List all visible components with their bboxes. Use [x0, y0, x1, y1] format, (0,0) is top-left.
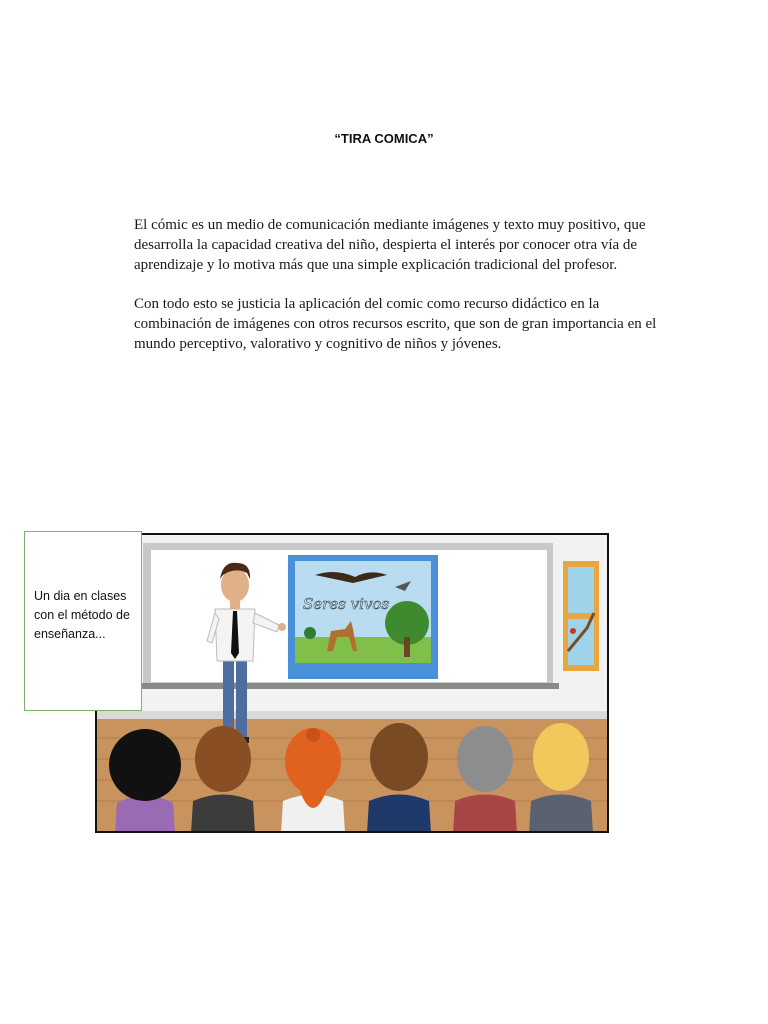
window-glass-bottom: [568, 619, 594, 665]
whiteboard-tray: [141, 683, 559, 689]
student-1: [109, 729, 181, 833]
poster-title: Seres vivos: [303, 595, 390, 613]
baseboard: [95, 711, 609, 719]
comic-panel: [95, 533, 609, 833]
window-bird: [570, 628, 576, 634]
caption-text: Un dia en clases con el método de enseñanza...: [34, 589, 130, 641]
document-title: “TIRA COMICA”: [334, 131, 434, 146]
window-glass-top: [568, 567, 594, 613]
caption-box: [24, 531, 142, 711]
comic-scene: [95, 533, 609, 833]
poster-tree-trunk: [404, 637, 410, 657]
student-4: [367, 723, 431, 833]
student-3: [281, 728, 345, 833]
paragraph-intro: El cómic es un medio de comunicación mediante imágenes y texto muy positivo, que desarrolla la capacidad creativa del niño, despierta el interés por conocer otra vía de aprendizaje y lo motiva más que una simple explicación tradicional del profesor.: [134, 217, 646, 273]
poster-bug: [304, 627, 316, 639]
paragraph-justification: Con todo esto se justicia la aplicación del comic como recurso didáctico en la combinación de imágenes con otros recursos escrito, que son de gran importancia en el mundo perceptivo, valorativo y cognitivo de niños y jóvenes.: [134, 296, 657, 352]
